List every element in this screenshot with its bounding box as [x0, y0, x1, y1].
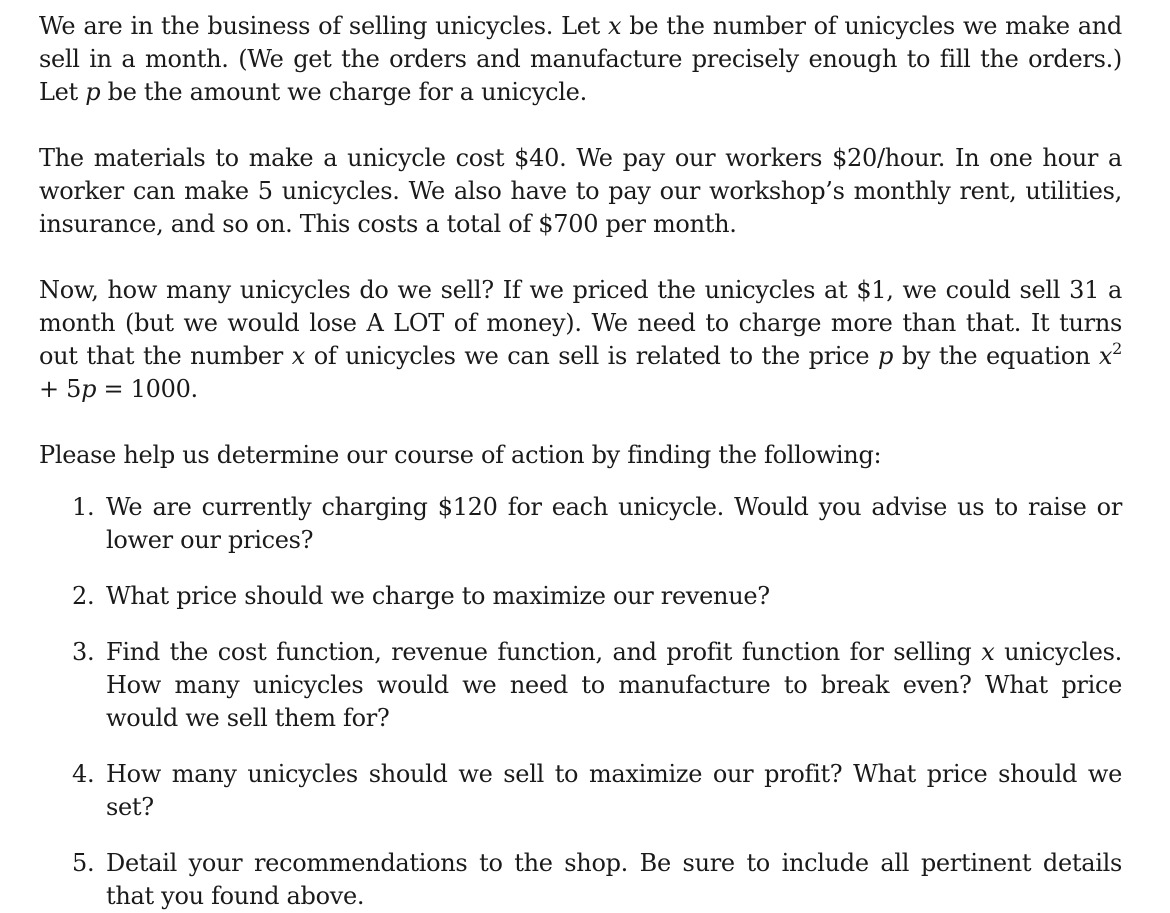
- question-text: Detail your recommendations to the shop. Be sure to include all pertinent details that you found above.: [106, 849, 1122, 910]
- variable-p: p: [878, 342, 894, 370]
- question-item-2: [39, 580, 1122, 613]
- problem-document: [39, 10, 1122, 913]
- question-number: 4.: [72, 760, 95, 788]
- demand-paragraph: [39, 274, 1122, 406]
- question-number: 3.: [72, 638, 95, 666]
- intro-paragraph: [39, 10, 1122, 109]
- demand-text-3: by the equation: [893, 342, 1099, 370]
- costs-paragraph: The materials to make a unicycle cost $40. We pay our workers $20/hour. In one hour a worker can make 5 unicycles. We also have to pay our workshop’s monthly rent, utilities, insurance, and so on. This costs a total of $700 per month.: [39, 144, 1122, 238]
- equation-p: p: [81, 375, 97, 403]
- intro-text-3: be the amount we charge for a unicycle.: [100, 78, 587, 106]
- question-text: How many unicycles should we sell to maximize our profit? What price should we set?: [106, 760, 1122, 821]
- equation-exponent: 2: [1112, 339, 1123, 358]
- question-number: 1.: [72, 493, 95, 521]
- question-item-4: [39, 758, 1122, 824]
- demand-text-1: Now, how many unicycles do we sell? If we priced the unicycles at $1, we could sell 31 a month (but we would lose A LOT of money). We need to charge more than that. It turns out that the number: [39, 276, 1122, 370]
- equation-x: x: [1098, 342, 1113, 370]
- question-item-3: [39, 636, 1122, 735]
- intro-text-1: We are in the business of selling unicycles. Let: [39, 12, 609, 40]
- question-text: We are currently charging $120 for each unicycle. Would you advise us to raise or lower our prices?: [106, 493, 1122, 554]
- intro-text-2: be the number of unicycles we make and sell in a month. (We get the orders and manufacture precisely enough to fill the orders.) Let: [39, 12, 1122, 106]
- variable-x: x: [608, 12, 622, 40]
- variable-x: x: [291, 342, 305, 370]
- demand-text-2: of unicycles we can sell is related to the price: [304, 342, 879, 370]
- question-text-1: Find the cost function, revenue function, and profit function for selling: [106, 638, 982, 666]
- question-number: 2.: [72, 582, 95, 610]
- variable-p: p: [85, 78, 101, 106]
- question-text-2: unicycles. How many unicycles would we need to manufacture to break even? What price would we sell them for?: [106, 638, 1122, 732]
- variable-x: x: [981, 638, 995, 666]
- question-item-1: [39, 491, 1122, 557]
- question-item-5: [39, 847, 1122, 913]
- question-list: [39, 491, 1122, 913]
- equation-middle: + 5: [39, 375, 82, 403]
- equation-rhs: = 1000.: [96, 375, 198, 403]
- instructions-paragraph: Please help us determine our course of action by finding the following:: [39, 441, 882, 469]
- question-text: What price should we charge to maximize our revenue?: [106, 582, 770, 610]
- question-number: 5.: [72, 849, 95, 877]
